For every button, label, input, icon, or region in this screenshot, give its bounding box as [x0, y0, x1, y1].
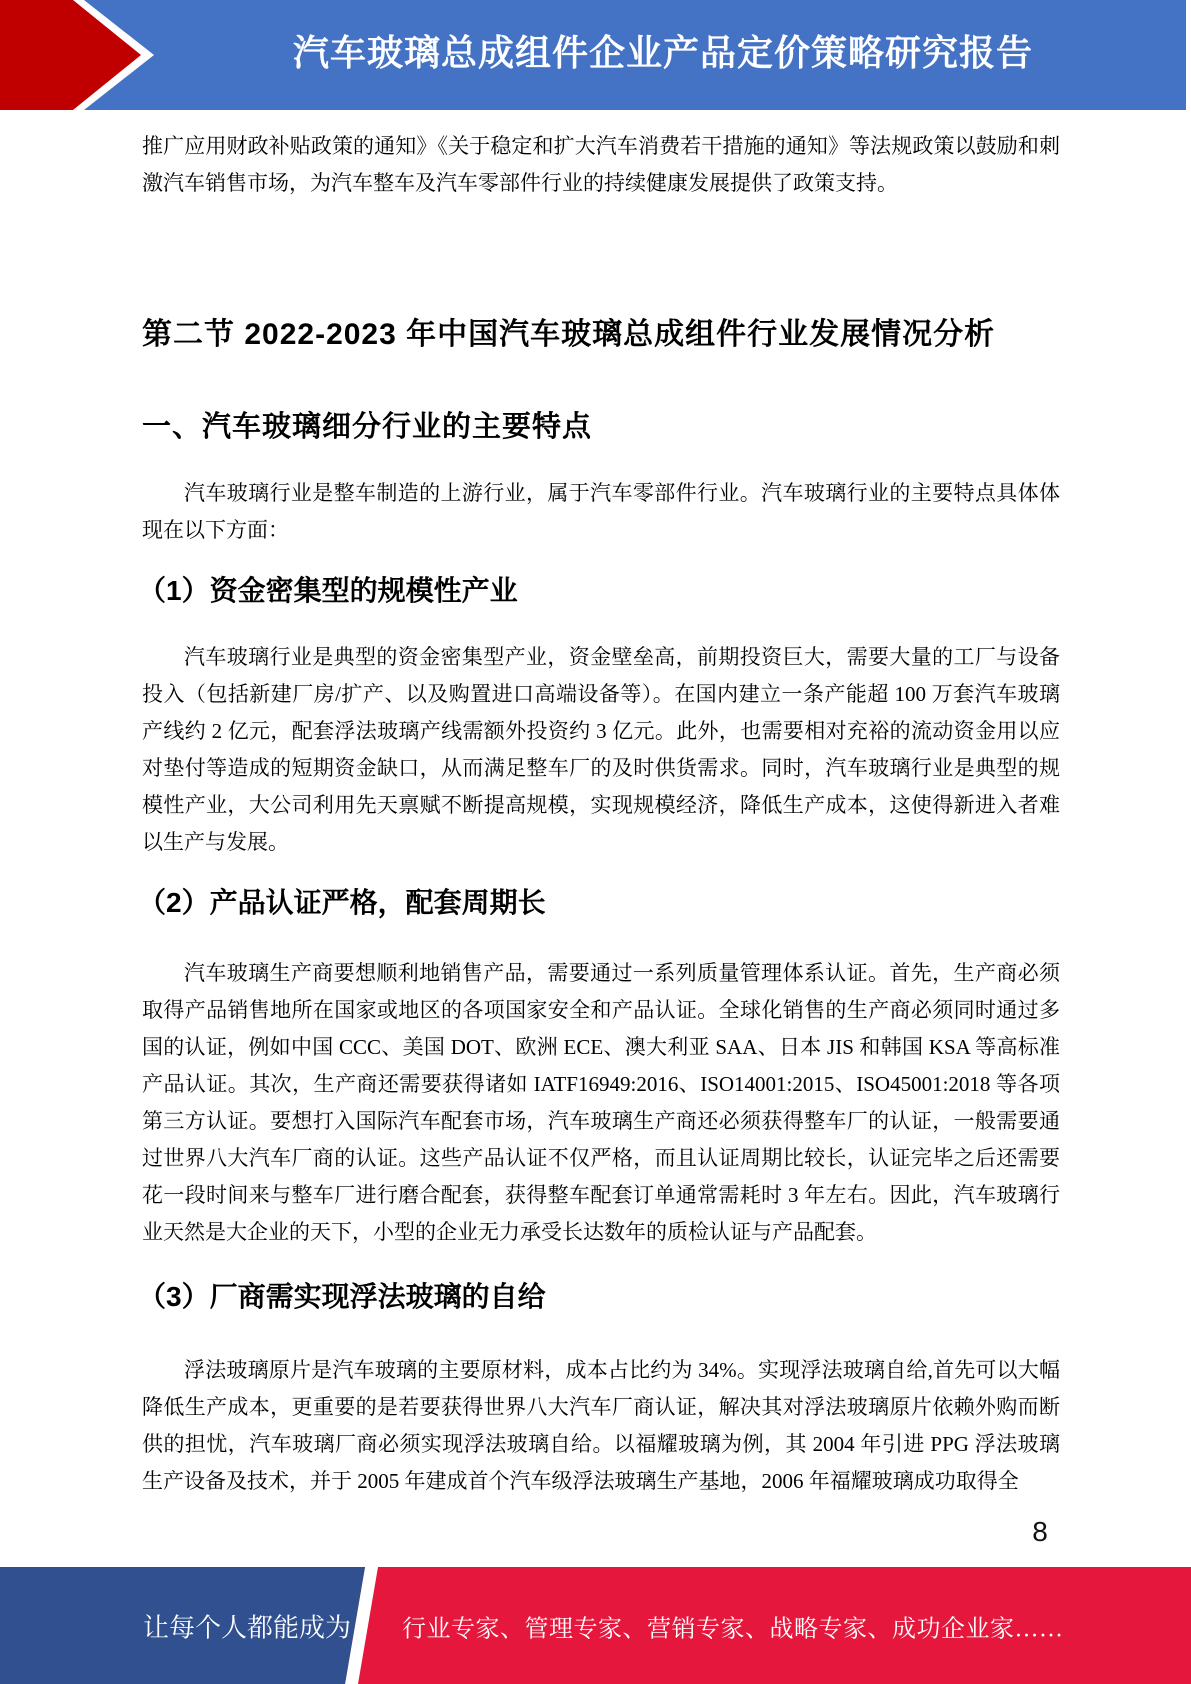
page-header-banner [0, 0, 1186, 110]
feature-1-heading: （1）资金密集型的规模性产业 [138, 575, 518, 606]
footer-slogan-left: 让每个人都能成为 [143, 1613, 352, 1642]
footer-slogan-right: 行业专家、管理专家、营销专家、战略专家、成功企业家…… [402, 1616, 1064, 1642]
report-title: 汽车玻璃总成组件企业产品定价策略研究报告 [292, 32, 1033, 73]
feature-3-heading: （3）厂商需实现浮法玻璃的自给 [138, 1281, 546, 1312]
feature-2-heading: （2）产品认证严格，配套周期长 [138, 887, 546, 918]
subsection-intro-paragraph: 汽车玻璃行业是整车制造的上游行业，属于汽车零部件行业。汽车玻璃行业的主要特点具体体现在以下方面： [142, 481, 1060, 542]
page-footer [0, 1567, 1191, 1684]
feature-3-paragraph: 浮法玻璃原片是汽车玻璃的主要原材料，成本占比约为 34%。实现浮法玻璃自给,首先可以大幅降低生产成本，更重要的是若要获得世界八大汽车厂商认证，解决其对浮法玻璃原片依赖外购而断供的担忧，汽车玻璃厂商必须实现浮法玻璃自给。以福耀玻璃为例，其 2004 年引进 PPG 浮法玻璃生产设备及技术，并于 2005 年建成首个汽车级浮法玻璃生产基地，2006 年福耀玻璃成功取得全 [142, 1358, 1060, 1493]
feature-2-paragraph: 汽车玻璃生产商要想顺利地销售产品，需要通过一系列质量管理体系认证。首先，生产商必须取得产品销售地所在国家或地区的各项国家安全和产品认证。全球化销售的生产商必须同时通过多国的认证，例如中国 CCC、美国 DOT、欧洲 ECE、澳大利亚 SAA、日本 JIS 和韩国 KSA 等高标准产品认证。其次，生产商还需要获得诸如 IATF16949:2016、ISO14001:2015、ISO45001:2018 等各项第三方认证。要想打入国际汽车配套市场，汽车玻璃生产商还必须获得整车厂的认证，一般需要通过世界八大汽车厂商的认证。这些产品认证不仅严格，而且认证周期比较长，认证完毕之后还需要花一段时间来与整车厂进行磨合配套，获得整车配套订单通常需耗时 3 年左右。因此，汽车玻璃行业天然是大企业的天下，小型的企业无力承受长达数年的质检认证与产品配套。 [142, 961, 1060, 1244]
feature-1-paragraph: 汽车玻璃行业是典型的资金密集型产业，资金壁垒高，前期投资巨大，需要大量的工厂与设备投入（包括新建厂房/扩产、以及购置进口高端设备等）。在国内建立一条产能超 100 万套汽车玻璃产线约 2 亿元，配套浮法玻璃产线需额外投资约 3 亿元。此外，也需要相对充裕的流动资金用以应对垫付等造成的短期资金缺口，从而满足整车厂的及时供货需求。同时，汽车玻璃行业是典型的规模性产业，大公司利用先天禀赋不断提高规模，实现规模经济，降低生产成本，这使得新进入者难以生产与发展。 [142, 645, 1060, 854]
chevron-red-shape [0, 0, 141, 110]
subsection-heading: 一、汽车玻璃细分行业的主要特点 [142, 411, 593, 443]
page-number: 8 [1032, 1516, 1048, 1547]
chevron-icon [0, 0, 160, 110]
intro-continuation-paragraph: 推广应用财政补贴政策的通知》《关于稳定和扩大汽车消费若干措施的通知》等法规政策以鼓励和刺激汽车销售市场，为汽车整车及汽车零部件行业的持续健康发展提供了政策支持。 [142, 134, 1060, 195]
section-heading: 第二节 2022-2023 年中国汽车玻璃总成组件行业发展情况分析 [142, 318, 996, 351]
